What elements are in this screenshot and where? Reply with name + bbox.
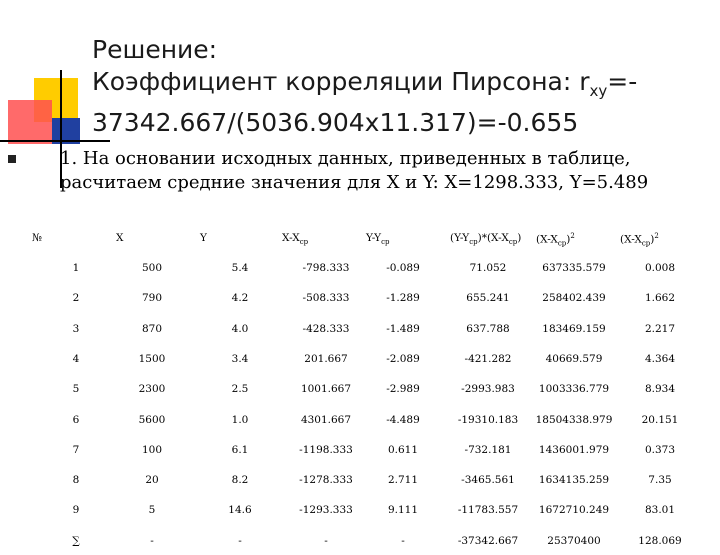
table-cell: 8 (72, 474, 80, 487)
table-cell: 100 (141, 443, 163, 456)
header-x-deviation (282, 232, 308, 246)
table-row (0, 323, 720, 343)
table-cell: -2.089 (386, 352, 420, 365)
header-x-squared-2-sup: 2 (654, 232, 659, 240)
table-cell: -508.333 (302, 292, 350, 305)
table-cell: 2 (72, 292, 80, 305)
table-cell: -1.289 (386, 292, 420, 305)
table-cell: 870 (141, 322, 163, 335)
table-cell: 1500 (138, 352, 166, 365)
table-cell: -1278.333 (299, 474, 353, 487)
table-cell: 25370400 (547, 534, 601, 547)
table-cell: -1198.333 (299, 443, 353, 456)
decorative-red-square (8, 100, 52, 144)
table-cell: -3465.561 (461, 474, 515, 487)
header-x-squared-2-sub: ср (641, 239, 651, 248)
table-cell: 655.241 (466, 292, 510, 305)
table-cell: -0.089 (386, 262, 420, 274)
table-cell: 8.934 (644, 383, 676, 396)
table-cell: 83.01 (644, 504, 676, 517)
table-cell: - (401, 534, 405, 547)
table-cell: 20 (145, 474, 159, 487)
header-x-squared-close: ) (566, 233, 571, 246)
table-cell: 9 (72, 504, 80, 517)
bullet-paragraph (8, 147, 713, 195)
table-cell: 9.111 (387, 504, 419, 517)
decorative-horizontal-line (0, 140, 110, 142)
title-line-1: Решение: (92, 35, 218, 64)
header-x-squared (536, 232, 575, 248)
table-cell: - (324, 534, 328, 547)
table-cell: 3 (72, 322, 80, 335)
table-row (0, 444, 720, 464)
table-cell: 1672710.249 (538, 504, 610, 517)
table-cell: 2.5 (231, 383, 249, 396)
table-cell: 790 (141, 292, 163, 305)
table-cell: -1.489 (386, 322, 420, 335)
table-cell: 4.2 (231, 292, 249, 305)
table-cell: 201.667 (304, 352, 348, 365)
title-line-3: 37342.667/(5036.904x11.317)=-0.655 (92, 108, 579, 137)
table-cell: 1436001.979 (538, 443, 610, 456)
bullet-square-icon (8, 155, 16, 163)
header-x-squared-sub: ср (557, 239, 567, 248)
table-cell: 500 (141, 262, 163, 274)
header-product-c: ) (517, 232, 522, 244)
header-x-squared-base: (X-X (536, 233, 558, 246)
table-row (0, 383, 720, 403)
header-product-a: (Y-Y (450, 232, 470, 244)
table-cell: 637335.579 (542, 262, 606, 274)
table-row (0, 292, 720, 312)
header-x-squared-sup: 2 (570, 232, 575, 240)
table-cell: -19310.183 (457, 413, 519, 426)
table-cell: 7.35 (648, 474, 672, 487)
table-cell: -428.333 (302, 322, 350, 335)
table-row (0, 535, 720, 555)
slide-title (92, 34, 637, 139)
header-y: Y (200, 232, 207, 244)
table-cell: 1001.667 (300, 383, 352, 396)
title-line-2 (92, 66, 637, 107)
table-cell: -421.282 (464, 352, 512, 365)
table-cell: 2300 (138, 383, 166, 396)
table-cell: 0.373 (644, 443, 676, 456)
table-cell: 71.052 (469, 262, 507, 274)
table-cell: - (238, 534, 242, 547)
header-y-deviation (366, 232, 390, 246)
table-cell: 1.0 (231, 413, 249, 426)
table-cell: -732.181 (464, 443, 512, 456)
header-x-dev-base: X-X (282, 232, 300, 244)
table-cell: 258402.439 (542, 292, 606, 305)
table-row (0, 474, 720, 494)
header-x-dev-sub: ср (299, 238, 309, 247)
table-cell: 8.2 (231, 474, 249, 487)
table-cell: 2.711 (387, 474, 419, 487)
table-cell: -798.333 (302, 262, 350, 274)
title-line-2-prefix: Коэффициент корреляции Пирсона: r (92, 67, 590, 96)
table-cell: 637.788 (466, 322, 510, 335)
table-cell: 6.1 (231, 443, 249, 456)
header-product-sub-2: ср (508, 238, 518, 247)
table-cell: 4.364 (644, 352, 676, 365)
table-cell: 128.069 (638, 534, 682, 547)
header-x-squared-2-base: (X-X (620, 233, 642, 246)
table-cell: ∑ (72, 534, 80, 547)
header-product-sub-1: ср (469, 238, 478, 247)
table-cell: 1003336.779 (538, 383, 610, 396)
header-product (450, 232, 521, 246)
table-row (0, 262, 720, 282)
table-cell: 40669.579 (545, 352, 603, 365)
table-cell: 14.6 (228, 504, 252, 517)
table-cell: 3.4 (231, 352, 249, 365)
table-cell: 20.151 (641, 413, 679, 426)
table-cell: 4.0 (231, 322, 249, 335)
header-x: X (116, 232, 124, 244)
table-cell: 0.611 (387, 443, 419, 456)
table-cell: 1634135.259 (538, 474, 610, 487)
header-product-b: )*(X-X (477, 232, 509, 244)
title-line-2-suffix: =- (607, 67, 638, 96)
header-y-dev-base: Y-Y (366, 232, 382, 244)
table-cell: 183469.159 (542, 322, 606, 335)
table-cell: 4 (72, 352, 80, 365)
table-cell: 2.217 (644, 322, 676, 335)
table-cell: -2993.983 (461, 383, 515, 396)
header-y-dev-sub: ср (381, 238, 390, 247)
table-cell: 18504338.979 (535, 413, 613, 426)
table-cell: 1.662 (644, 292, 676, 305)
header-x-squared-2 (620, 232, 659, 248)
table-cell: -11783.557 (457, 504, 519, 517)
title-line-2-subscript: xy (589, 82, 608, 100)
table-cell: 5600 (138, 413, 166, 426)
bullet-text: 1. На основании исходных данных, приведенных в таблице, расчитаем средние значения для X и Y: X=1298.333, Y=5.489 (60, 148, 649, 193)
table-cell: 1 (72, 262, 80, 274)
table-row (0, 353, 720, 373)
table-row (0, 414, 720, 434)
table-cell: -2.989 (386, 383, 420, 396)
table-cell: 0.008 (644, 262, 676, 274)
table-cell: 5.4 (231, 262, 249, 274)
table-cell: 5 (148, 504, 156, 517)
table-cell: 4301.667 (300, 413, 352, 426)
table-cell: - (150, 534, 154, 547)
table-row (0, 504, 720, 524)
table-cell: 5 (72, 383, 80, 396)
header-x-squared-2-close: ) (650, 233, 655, 246)
table-cell: -1293.333 (299, 504, 353, 517)
header-num: № (32, 232, 42, 244)
table-cell: 7 (72, 443, 80, 456)
table-cell: -4.489 (386, 413, 420, 426)
table-cell: 6 (72, 413, 80, 426)
table-cell: -37342.667 (457, 534, 519, 547)
